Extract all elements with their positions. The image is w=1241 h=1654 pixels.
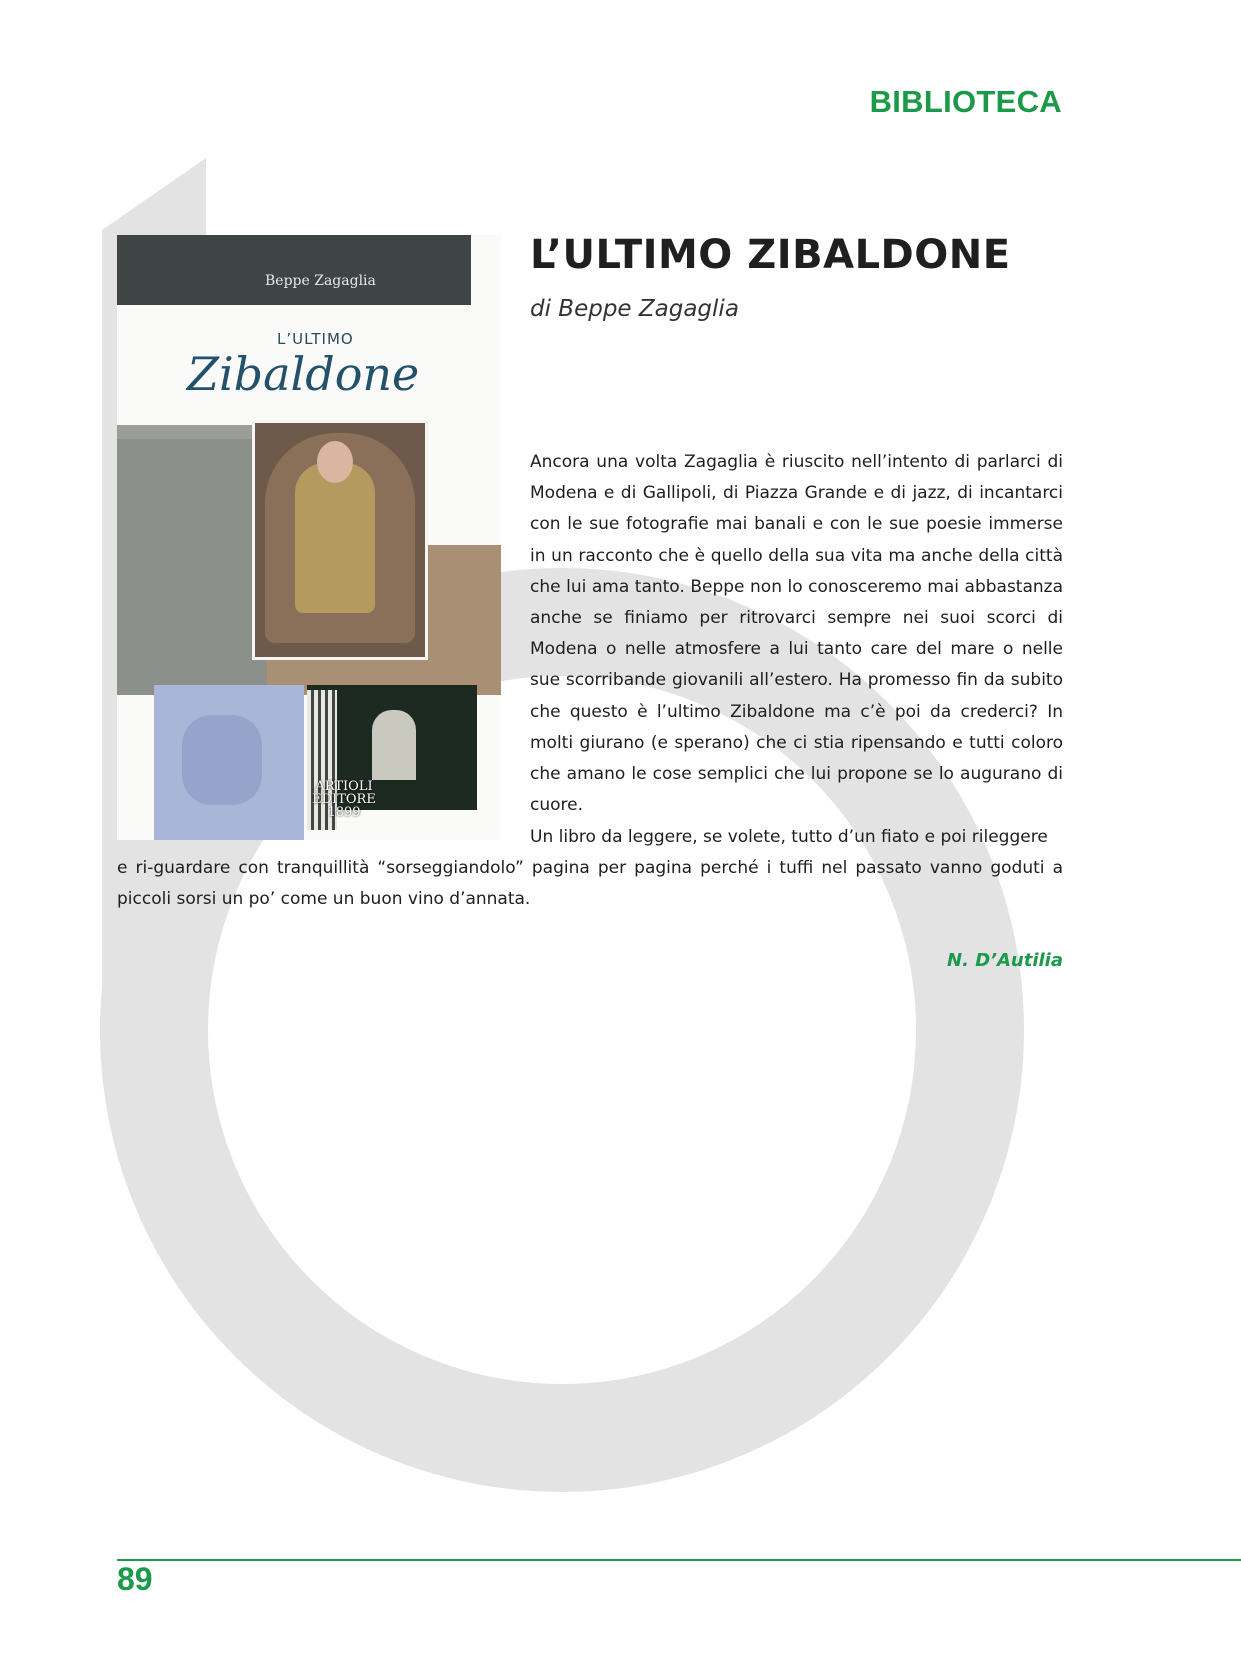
article-signature: N. D’Autilia [947,950,1063,971]
cover-man-head [317,441,353,483]
cover-publisher-line-3: 1899 [327,805,361,820]
footer-divider [117,1559,1241,1561]
page-number: 89 [117,1561,153,1597]
book-cover-image [117,235,501,840]
article-title: L’ULTIMO ZIBALDONE [530,232,1011,278]
article-byline: di Beppe Zagaglia [530,296,739,322]
article-paragraph-2-rest: e ri-guardare con tranquillità “sorseggiandolo” pagina per pagina perché i tuffi nel passato vanno goduti a piccoli sorsi un po’ come un buon vino d’annata. [117,858,1063,910]
cover-publisher-line-2: EDITORE [312,792,376,807]
cover-portrait-photo [252,420,428,660]
article-paragraph-2-first-line: Un libro da leggere, se volete, tutto d’un fiato e poi rileggere [530,827,1048,847]
cover-cathedral [372,710,416,780]
cover-title-large: Zibaldone [187,347,420,401]
cover-top-band [117,235,471,305]
cover-blue-figure [182,715,262,805]
article-paragraph-1: Ancora una volta Zagaglia è riuscito nell’intento di parlarci di Modena e di Gallipoli, di Piazza Grande e di jazz, di incantarci con le sue fotografie mai banali e con le sue poesie immerse in un racconto che è quello della sua vita ma anche della città che lui ama tanto. Beppe non lo conosceremo mai abbastanza anche se finiamo per ritrovarci sempre nei suoi scorci di Modena o nelle atmosfere a lui tanto care del mare o nelle sue scorribande giovanili all’estero. Ha promesso fin da subito che questo è l’ultimo Zibaldone ma c’è poi da crederci? In molti giurano (e sperano) che ci stia ripensando e tutti coloro che amano le cose semplici che lui propone se lo augurano di cuore. [530,452,1063,816]
cover-title-small: L’ULTIMO [277,330,354,348]
cover-man-figure [295,463,375,613]
cover-publisher-line-1: ARTIOLI [315,779,373,794]
cover-author: Beppe Zagaglia [265,273,376,289]
cover-publisher-logo [309,780,379,819]
section-label: BIBLIOTECA [869,84,1062,119]
cover-gray-block [117,425,267,695]
